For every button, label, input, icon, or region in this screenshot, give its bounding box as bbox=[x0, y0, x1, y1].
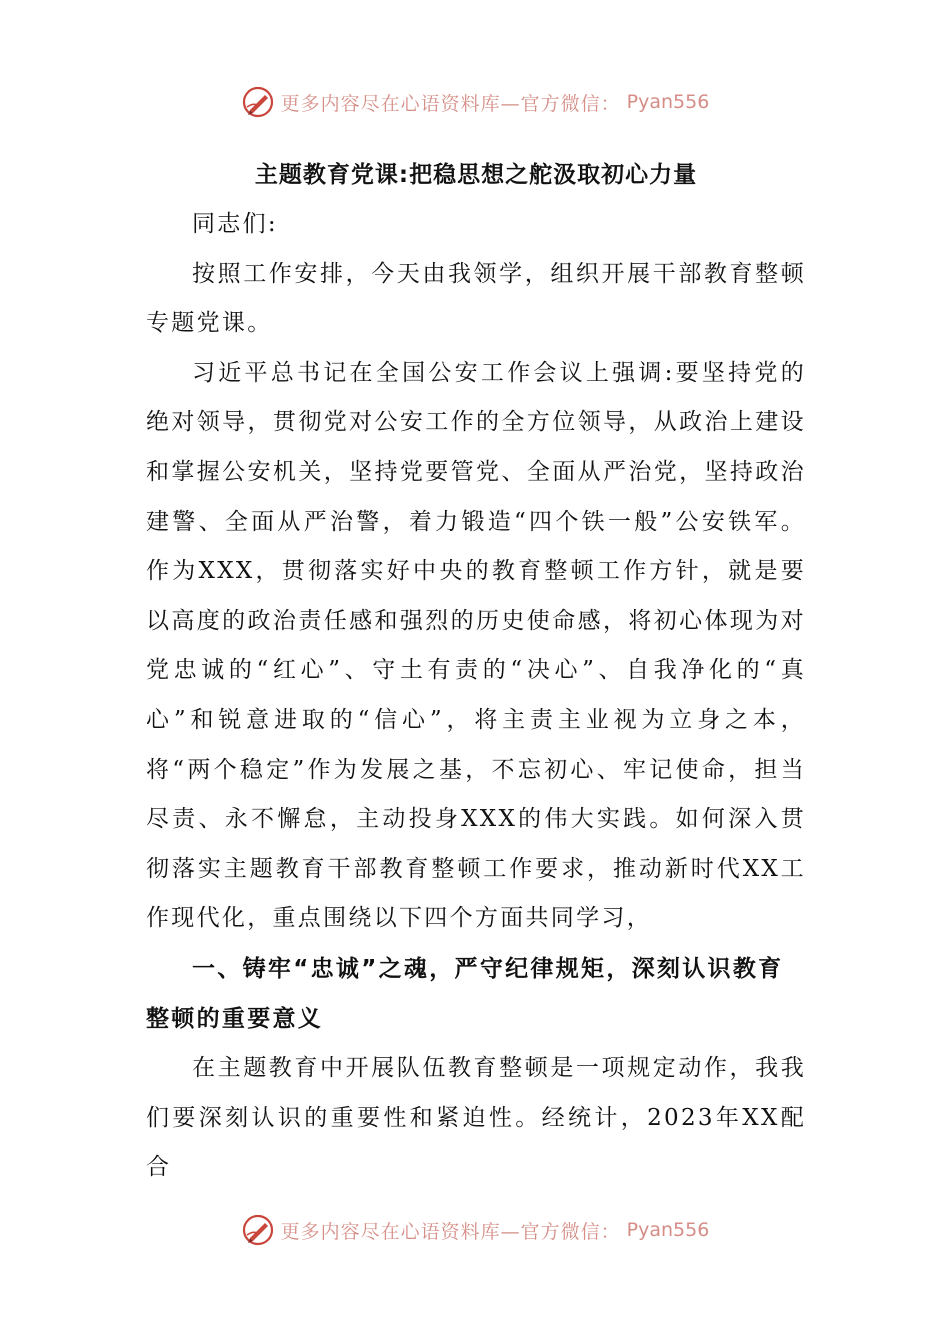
watermark-text: 更多内容尽在心语资料库—官方微信： bbox=[280, 1220, 621, 1243]
pen-logo-icon bbox=[241, 85, 275, 119]
section-heading-1: 一、铸牢“忠诚”之魂，严守纪律规矩，深刻认识教育整顿的重要意义 bbox=[146, 955, 784, 1032]
paragraph-main: 习近平总书记在全国公安工作会议上强调:要坚持党的绝对领导，贯彻党对公安工作的全方位领导，从政治上建设和掌握公安机关，坚持党要管党、全面从严治党，坚持政治建警、全面从严治警，着力锻造“四个铁一般”公安铁军。作为XXX，贯彻落实好中央的教育整顿工作方针，就是要以高度的政治责任感和强烈的历史使命感，将初心体现为对党忠诚的“红心”、守土有责的“决心”、自我净化的“真心”和锐意进取的“信心”，将主责主业视为立身之本，将“两个稳定”作为发展之基，不忘初心、牢记使命，担当尽责、永不懈怠，主动投身XXX的伟大实践。如何深入贯彻落实主题教育干部教育整顿工作要求，推动新时代XX工作现代化，重点围绕以下四个方面共同学习， bbox=[146, 359, 806, 932]
watermark-banner-top bbox=[0, 82, 950, 122]
watermark-text: 更多内容尽在心语资料库—官方微信： bbox=[280, 92, 621, 115]
salutation: 同志们: bbox=[192, 211, 278, 237]
watermark-banner-bottom bbox=[0, 1210, 950, 1250]
watermark-wechat-id: Pyan556 bbox=[626, 91, 710, 113]
pen-logo-icon bbox=[241, 1213, 275, 1247]
paragraph-intro: 按照工作安排，今天由我领学，组织开展干部教育整顿专题党课。 bbox=[146, 260, 806, 337]
section-1-paragraph: 在主题教育中开展队伍教育整顿是一项规定动作，我我们要深刻认识的重要性和紧迫性。经统计，2023年XX配合 bbox=[146, 1054, 806, 1181]
document-title: 主题教育党课:把稳思想之舵汲取初心力量 bbox=[254, 162, 698, 188]
watermark-wechat-id: Pyan556 bbox=[626, 1219, 710, 1241]
document-body bbox=[146, 150, 806, 1193]
